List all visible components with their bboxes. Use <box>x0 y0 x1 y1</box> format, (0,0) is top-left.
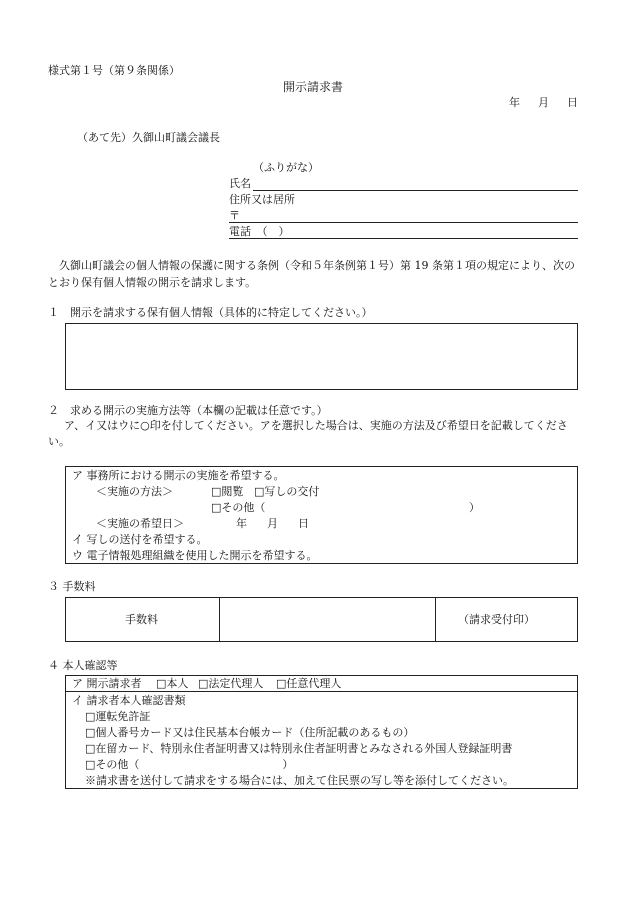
addressee: （あて先）久御山町議会議長 <box>77 131 220 144</box>
date-year-label: 年 <box>509 96 520 109</box>
requester-voluntary-checkbox[interactable]: □任意代理人 <box>276 677 342 690</box>
intro-paragraph: 久御山町議会の個人情報の保護に関する条例（令和５年条例第１号）第 19 条第１項の規定により、次のとおり保有個人情報の開示を請求します。 <box>48 259 575 289</box>
desired-month-label: 月 <box>267 517 278 530</box>
id-doc-license-checkbox[interactable]: □運転免許証 <box>85 710 151 723</box>
address-label: 住所又は居所 <box>229 193 295 206</box>
id-doc-other-checkbox[interactable]: □その他（ ） <box>85 758 294 771</box>
receipt-stamp-label: （請求受付印） <box>458 613 535 626</box>
form-number: 様式第１号（第９条関係） <box>48 64 180 77</box>
name-label: 氏名 <box>229 177 251 190</box>
option-a[interactable]: ア 事務所における開示の実施を希望する。 <box>72 469 285 482</box>
fee-label: 手数料 <box>125 613 158 626</box>
desired-date-label: ＜実施の希望日＞ <box>96 517 184 530</box>
method-other-close: ） <box>469 501 480 514</box>
id-doc-mynumber-checkbox[interactable]: □個人番号カード又は住民基本台帳カード（住所記載のあるもの） <box>85 726 415 739</box>
id-doc-residence-card-checkbox[interactable]: □在留カード、特別永住者証明書又は特別永住者証明書とみなされる外国人登録証明書 <box>85 742 513 755</box>
method-read-checkbox[interactable]: □閲覧 <box>211 485 244 498</box>
section2-heading: ２ 求める開示の実施方法等（本欄の記載は任意です。） <box>48 404 328 417</box>
phone-label: 電話 （ ） <box>229 225 290 238</box>
option-u[interactable]: ウ 電子情報処理組織を使用した開示を希望する。 <box>72 549 318 562</box>
method-copy-checkbox[interactable]: □写しの交付 <box>254 485 320 498</box>
section1-heading: １ 開示を請求する保有個人情報（具体的に特定してください。） <box>48 306 373 319</box>
address-field-line[interactable] <box>229 222 578 223</box>
option-i[interactable]: イ 写しの送付を希望する。 <box>72 533 208 546</box>
phone-field-line[interactable] <box>229 238 578 239</box>
desired-year-label: 年 <box>236 517 247 530</box>
requested-info-box[interactable] <box>65 323 578 390</box>
id-doc-label: イ 請求者本人確認書類 <box>72 694 186 707</box>
desired-day-label: 日 <box>298 517 309 530</box>
requester-legal-checkbox[interactable]: □法定代理人 <box>198 677 264 690</box>
section4-heading: ４ 本人確認等 <box>48 659 118 672</box>
section2-instruction: ア、イ又はウに○印を付してください。アを選択した場合は、実施の方法及び希望日を記載してください。 <box>48 419 568 448</box>
requester-self-checkbox[interactable]: □本人 <box>156 677 189 690</box>
fee-value-cell[interactable] <box>230 612 425 628</box>
document-title: 開示請求書 <box>283 80 344 94</box>
id-doc-note: ※請求書を送付して請求をする場合には、加えて住民票の写し等を添付してください。 <box>85 774 514 787</box>
section3-heading: ３ 手数料 <box>48 580 96 593</box>
fee-divider-2 <box>435 597 436 642</box>
date-month-label: 月 <box>538 96 549 109</box>
furigana-label: （ふりがな） <box>253 161 319 174</box>
requester-type-label: ア 開示請求者 <box>72 677 142 690</box>
method-other-checkbox[interactable]: □その他（ <box>211 501 266 514</box>
date-day-label: 日 <box>567 96 578 109</box>
postal-label: 〒 <box>229 209 240 222</box>
name-field-line[interactable] <box>253 190 578 191</box>
fee-divider-1 <box>219 597 220 642</box>
method-label: ＜実施の方法＞ <box>96 485 173 498</box>
